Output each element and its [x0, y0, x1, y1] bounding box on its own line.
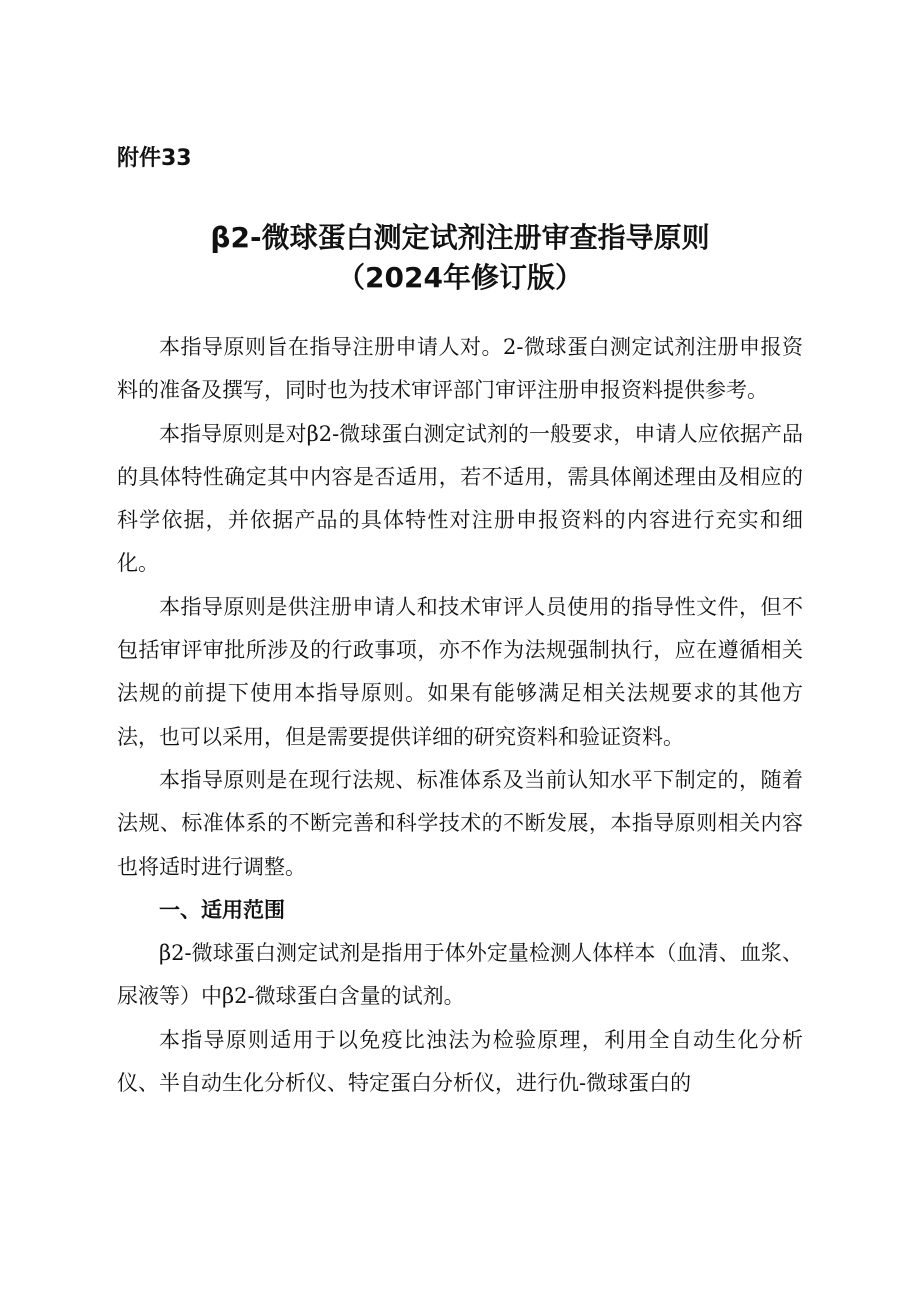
attachment-label: 附件33	[117, 146, 192, 171]
document-title-line-1: β2-微球蛋白测定试剂注册审查指导原则	[210, 221, 710, 254]
paragraph-revision-note: 本指导原则是在现行法规、标准体系及当前认知水平下制定的，随着法规、标准体系的不断完善和科学技术的不断发展，本指导原则相关内容也将适时进行调整。	[117, 767, 803, 879]
section-heading-scope: 一、适用范围	[159, 897, 285, 922]
document-body	[117, 326, 803, 1105]
paragraph-scope-applicability: 本指导原则适用于以免疫比浊法为检验原理，利用全自动生化分析仪、半自动生化分析仪、特定蛋白分析仪，进行仇-微球蛋白的	[117, 1027, 803, 1096]
paragraph-general-requirements: 本指导原则是对β2-微球蛋白测定试剂的一般要求，申请人应依据产品的具体特性确定其中内容是否适用，若不适用，需具体阐述理由及相应的科学依据，并依据产品的具体特性对注册申报资料的内容进行充实和细化。	[117, 421, 803, 576]
document-title-line-2: （2024年修订版）	[337, 261, 583, 294]
paragraph-purpose: 本指导原则旨在指导注册申请人对。2-微球蛋白测定试剂注册申报资料的准备及撰写，同时也为技术审评部门审评注册申报资料提供参考。	[117, 335, 803, 403]
paragraph-guidance-nature: 本指导原则是供注册申请人和技术审评人员使用的指导性文件，但不包括审评审批所涉及的行政事项，亦不作为法规强制执行，应在遵循相关法规的前提下使用本指导原则。如果有能够满足相关法规要求的其他方法，也可以采用，但是需要提供详细的研究资料和验证资料。	[117, 594, 803, 749]
paragraph-scope-definition: β2-微球蛋白测定试剂是指用于体外定量检测人体样本（血清、血浆、尿液等）中β2-微球蛋白含量的试剂。	[117, 941, 803, 1009]
